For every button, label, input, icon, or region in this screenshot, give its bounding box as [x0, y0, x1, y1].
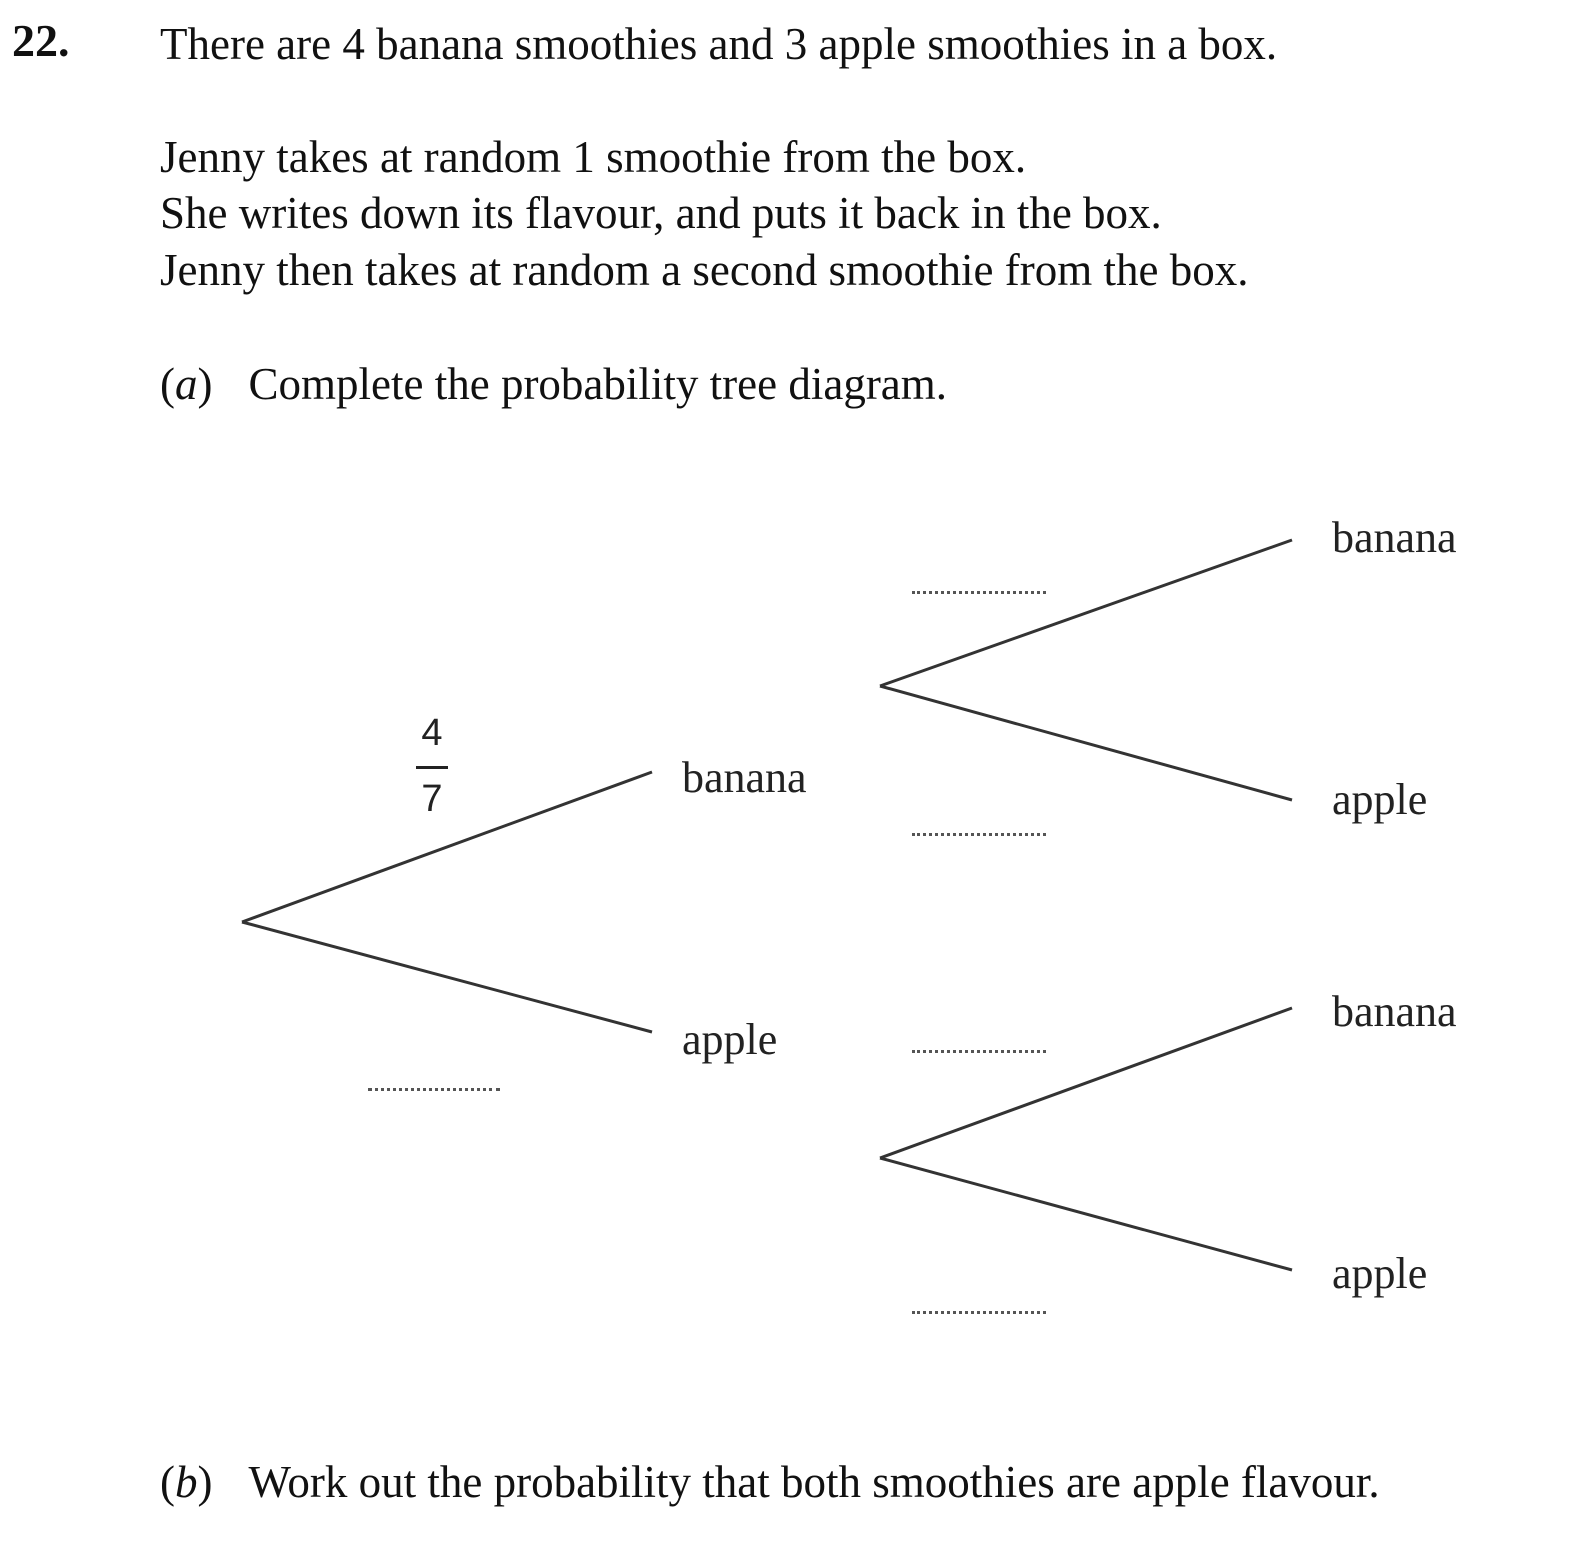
- prob-banana-apple-blank[interactable]: [912, 833, 1046, 836]
- label-banana-banana: banana: [1332, 513, 1457, 562]
- part-b-prompt: [160, 1456, 1380, 1508]
- branch-first-apple: [242, 922, 652, 1032]
- label-first-apple: apple: [682, 1015, 778, 1064]
- part-a-text: Complete the probability tree diagram.: [248, 359, 948, 409]
- prob-first-banana-fraction-bar: [416, 766, 448, 769]
- part-b-close-paren: ): [197, 1457, 213, 1507]
- prob-banana-banana-blank[interactable]: [912, 591, 1046, 594]
- part-a-open-paren: (: [160, 359, 175, 409]
- label-apple-apple: apple: [1332, 1249, 1428, 1298]
- part-a-letter: a: [175, 359, 198, 409]
- part-b-text: Work out the probability that both smoothies are apple flavour.: [248, 1457, 1380, 1507]
- prob-first-banana-numerator: 4: [421, 712, 443, 754]
- prob-first-apple-blank[interactable]: [368, 1088, 500, 1091]
- label-banana-apple: apple: [1332, 775, 1428, 824]
- branch-apple-apple: [880, 1158, 1292, 1270]
- part-b-open-paren: (: [160, 1457, 175, 1507]
- prob-apple-apple-blank[interactable]: [912, 1311, 1046, 1314]
- branch-banana-apple: [880, 686, 1292, 800]
- stem-line-4: Jenny then takes at random a second smoothie from the box.: [160, 245, 1249, 295]
- branch-apple-banana: [880, 1008, 1292, 1158]
- prob-apple-banana-blank[interactable]: [912, 1050, 1046, 1053]
- part-b-letter: b: [175, 1457, 198, 1507]
- stem-line-1: There are 4 banana smoothies and 3 apple smoothies in a box.: [160, 19, 1278, 69]
- label-first-banana: banana: [682, 753, 807, 802]
- prob-first-banana-denominator: 7: [421, 778, 443, 820]
- stem-line-3: She writes down its flavour, and puts it back in the box.: [160, 188, 1162, 238]
- stem-line-2: Jenny takes at random 1 smoothie from the box.: [160, 132, 1027, 182]
- part-a-close-paren: ): [197, 359, 213, 409]
- branch-banana-banana: [880, 540, 1292, 686]
- question-number: 22.: [12, 15, 70, 66]
- label-apple-banana: banana: [1332, 987, 1457, 1036]
